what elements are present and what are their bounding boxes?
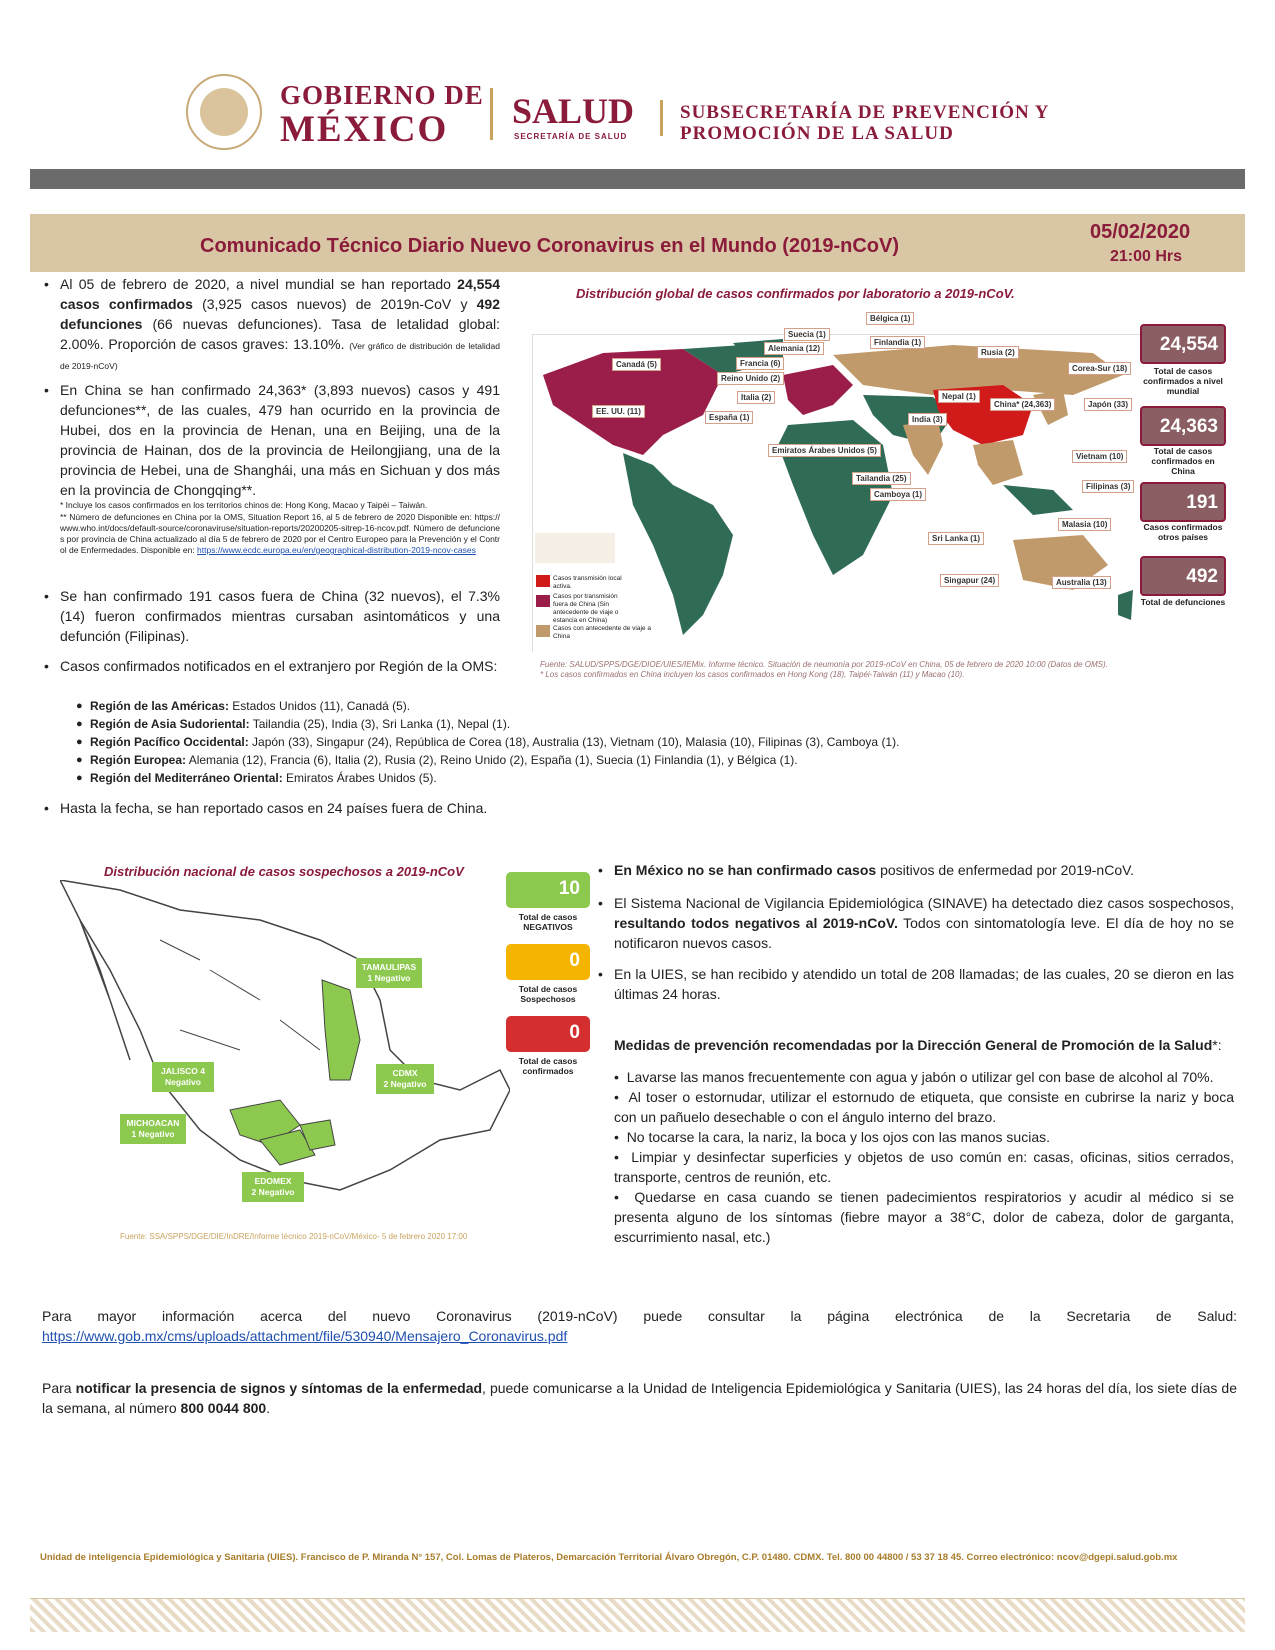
bullet-icon: •: [44, 276, 49, 292]
measures-list: [614, 1067, 1234, 1247]
list-item: • Limpiar y desinfectar superficies y objetos de uso común en: casas, oficinas, sitios cerrados, transporte, centros de reunión, etc.: [614, 1149, 1234, 1185]
label-rusia: Rusia (2): [977, 346, 1019, 359]
bullet-icon: •: [598, 966, 603, 982]
world-map: [532, 334, 1148, 652]
label-corea: Corea-Sur (18): [1068, 362, 1131, 375]
salud-logo: SALUD: [512, 91, 635, 131]
label-suecia: Suecia (1): [784, 328, 830, 341]
world-map-source: Fuente: SALUD/SPPS/DGE/DIOE/UIES/IEMix. Informe técnico. Situación de neumonía por 2019-nCoV en China, 05 de febrero de 2020 10:00 (Datos de OMS). * Los casos confirmados en China incluyen los casos confirmados en Hong Kong (18), Taipéi-Taiwán (11) y Macao (10).: [540, 660, 1108, 679]
state-michoacan: MICHOACAN 1 Negativo: [120, 1114, 186, 1144]
label-nepal: Nepal (1): [938, 390, 980, 403]
paragraph-regions: • Casos confirmados notificados en el extranjero por Región de la OMS:: [44, 658, 498, 674]
salud-subtitle: SECRETARÍA DE SALUD: [514, 132, 628, 141]
legend-item: Casos por transmisión fuera de China (Sin antecedente de viaje o estancia en China): [553, 593, 619, 624]
region-list: [76, 697, 990, 787]
stat-confirmados: 0: [506, 1016, 590, 1052]
mexico-map-source: Fuente: SSA/SPPS/DGE/DIE/InDRE/Informe técnico 2019-nCoV/México- 5 de febrero 2020 17:00: [120, 1232, 468, 1241]
eagle-emblem-icon: [200, 88, 248, 136]
legend-swatch: [536, 595, 550, 607]
list-item: • No tocarse la cara, la nariz, la boca y los ojos con las manos sucias.: [614, 1129, 1050, 1145]
info-paragraph: Para mayor información acerca del nuevo Coronavirus (2019-nCoV) puede consultar la página electrónica de la Secretaria de Salud:: [42, 1308, 1237, 1324]
stat-caption: Total de casos Sospechosos: [518, 984, 578, 1004]
paragraph-outside-china: • Se han confirmado 191 casos fuera de China (32 nuevos), el 7.3% (14) fueron confirmados mientras cursaban asintomáticos y una defunción (Filipinas).: [44, 588, 500, 644]
stat-caption: Total de casos confirmados a nivel mundial: [1143, 366, 1223, 396]
label-belgica: Bélgica (1): [866, 312, 914, 325]
bullet-icon: •: [44, 658, 49, 674]
bullet-icon: ●: [76, 772, 83, 784]
report-time: 21:00 Hrs: [1110, 248, 1183, 265]
label-italia: Italia (2): [737, 391, 775, 404]
list-item: ● Región Pacífico Occidental: Japón (33), Singapur (24), República de Corea (18), Australia (13), Vietnam (10), Malasia (10), Filipinas (3), Camboya (1).: [76, 735, 900, 749]
subsecretaria-line1: SUBSECRETARÍA DE PREVENCIÓN Y: [680, 102, 1050, 123]
list-item: ● Región del Mediterráneo Oriental: Emiratos Árabes Unidos (5).: [76, 771, 437, 785]
subsecretaria-line2: PROMOCIÓN DE LA SALUD: [680, 123, 954, 144]
label-china: China* (24,363): [990, 398, 1055, 411]
legend-item: Casos transmisión local activa.: [553, 575, 622, 590]
header-divider: [660, 100, 663, 136]
state-edomex: EDOMEX 2 Negativo: [242, 1172, 304, 1202]
stat-caption: Total de casos confirmados: [518, 1056, 578, 1076]
label-japon: Japón (33): [1084, 398, 1132, 411]
label-malasia: Malasia (10): [1058, 518, 1111, 531]
legend-swatch: [536, 625, 550, 637]
label-india: India (3): [908, 413, 947, 426]
list-item: ● Región de las Américas: Estados Unidos (11), Canadá (5).: [76, 699, 411, 713]
mexico-map-title: Distribución nacional de casos sospechosos a 2019-nCoV: [104, 864, 464, 879]
gobierno-line2: MÉXICO: [280, 109, 449, 150]
paragraph-uies: • En la UIES, se han recibido y atendido un total de 208 llamadas; de las cuales, 20 se dieron en las últimas 24 horas.: [598, 966, 1234, 1002]
gobierno-line1: GOBIERNO DE: [280, 80, 484, 110]
footer-pattern: [30, 1598, 1245, 1632]
label-espana: España (1): [705, 411, 753, 424]
mensajero-link[interactable]: https://www.gob.mx/cms/uploads/attachment/file/530940/Mensajero_Coronavirus.pdf: [42, 1328, 568, 1344]
bullet-icon: ●: [76, 736, 83, 748]
label-francia: Francia (6): [736, 357, 784, 370]
bullet-icon: •: [598, 862, 603, 878]
paragraph-mexico: • En México no se han confirmado casos positivos de enfermedad por 2019-nCoV.: [598, 862, 1135, 878]
label-camboya: Camboya (1): [870, 488, 926, 501]
footnote-2: ** Número de defunciones en China por la OMS, Situation Report 16, al 5 de febrero de 2020 Disponible en: https://www.who.int/docs/default-source/coronaviruse/situation-reports/20200205-sitrep-16-ncov.pdf. Número de defunciones por provincia de China actualizado al día 5 de febrero de 2020 por el Centro Europeo para la Prevención y el Control de Enfermedades. Disponible en: https://www.ecdc.europa.eu/en/geographical-distribution-2019-ncov-cases: [60, 512, 500, 555]
header-divider: [490, 88, 493, 140]
report-title: Comunicado Técnico Diario Nuevo Coronavirus en el Mundo (2019-nCoV): [200, 235, 899, 257]
label-srilanka: Sri Lanka (1): [928, 532, 984, 545]
paragraph-sinave: • El Sistema Nacional de Vigilancia Epidemiológica (SINAVE) ha detectado diez casos sospechosos, resultando todos negativos al 2019-nCoV. Todos con sintomatología leve. El día de hoy no se notificaron nuevos casos.: [598, 895, 1234, 951]
label-alemania: Alemania (12): [764, 342, 824, 355]
legend-item: Casos con antecedente de viaje a China: [553, 625, 651, 640]
paragraph-china: • En China se han confirmado 24,363* (3,893 nuevos) casos y 491 defunciones**, de las cuales, 479 han ocurrido en la provincia de Hubei, dos en la provincia de Henan, una en Beijing, una de la provincia de Hainan, dos de la provincia de Heilongjiang, una de la provincia de Hebei, una de Shanghái, una más en Sichuan y dos más en la provincia de Chongqing**.: [44, 382, 500, 498]
notify-paragraph: Para notificar la presencia de signos y síntomas de la enfermedad, puede comunicarse a la Unidad de Inteligencia Epidemiológica y Sanitaria (UIES), las 24 horas del día, los siete días de la semana, al número 800 0044 800.: [42, 1380, 1238, 1416]
stat-other-countries: 191: [1140, 482, 1226, 522]
footer-contact: Unidad de inteligencia Epidemiológica y Sanitaria (UIES). Francisco de P. Miranda N° 157, Col. Lomas de Plateros, Demarcación Territorial Álvaro Obregón, C.P. 01480. CDMX. Tel. 800 00 44800 / 53 37 18 45. Correo electrónico: ncov@dgepi.salud.gob.mx: [40, 1552, 1178, 1563]
label-reino-unido: Reino Unido (2): [717, 372, 784, 385]
list-item: • Quedarse en casa cuando se tienen padecimientos respiratorios y acudir al médico si se presenta alguno de los síntomas (fiebre mayor a 38°C, dolor de cabeza, dolor de garganta, escurrimiento nasal, etc.): [614, 1189, 1234, 1245]
header-bar: [30, 169, 1245, 189]
label-australia: Australia (13): [1052, 576, 1111, 589]
measures-title: Medidas de prevención recomendadas por la Dirección General de Promoción de la Salud*:: [614, 1037, 1222, 1053]
state-tamaulipas: TAMAULIPAS 1 Negativo: [356, 958, 422, 988]
stat-caption: Casos confirmados otros países: [1143, 522, 1223, 542]
stat-negativos: 10: [506, 872, 590, 908]
list-item: • Al toser o estornudar, utilizar el estornudo de etiqueta, que consiste en cubrirse la nariz y boca con un pañuelo desechable o con el ángulo interno del brazo.: [614, 1089, 1234, 1125]
stat-caption: Total de casos NEGATIVOS: [518, 912, 578, 932]
stat-deaths: 492: [1140, 556, 1226, 596]
bullet-icon: ●: [76, 700, 83, 712]
label-finlandia: Finlandia (1): [870, 336, 925, 349]
label-canada: Canadá (5): [612, 358, 661, 371]
stat-sospechosos: 0: [506, 944, 590, 980]
bullet-icon: •: [44, 588, 49, 604]
list-item: ● Región de Asia Sudoriental: Tailandia (25), India (3), Sri Lanka (1), Nepal (1).: [76, 717, 511, 731]
bullet-icon: ●: [76, 754, 83, 766]
label-singapur: Singapur (24): [940, 574, 999, 587]
bullet-icon: •: [44, 800, 49, 816]
list-item: • Lavarse las manos frecuentemente con agua y jabón o utilizar gel con base de alcohol al 70%.: [614, 1069, 1214, 1085]
stat-global-cases: 24,554: [1140, 324, 1226, 364]
list-item: ● Región Europea: Alemania (12), Francia (6), Italia (2), Rusia (2), Reino Unido (2), España (1), Suecia (1) Finlandia (1), y Bélgica (1).: [76, 753, 798, 767]
footnote-1: * Incluye los casos confirmados en los territorios chinos de: Hong Kong, Macao y Taipéi – Taiwán.: [60, 500, 428, 510]
bullet-icon: ●: [76, 718, 83, 730]
label-tailandia: Tailandia (25): [852, 472, 911, 485]
stat-china-cases: 24,363: [1140, 406, 1226, 446]
bullet-icon: •: [44, 382, 49, 398]
state-cdmx: CDMX 2 Negativo: [376, 1064, 434, 1094]
label-vietnam: Vietnam (10): [1072, 450, 1127, 463]
legend-swatch: [536, 575, 550, 587]
ecdc-link[interactable]: https://www.ecdc.europa.eu/en/geographical-distribution-2019-ncov-cases: [197, 545, 476, 555]
map-inset-logo: [535, 533, 615, 563]
stat-caption: Total de casos confirmados en China: [1151, 446, 1215, 476]
label-eeuu: EE. UU. (11): [592, 405, 645, 418]
report-date: 05/02/2020: [1090, 221, 1191, 243]
paragraph-countries: • Hasta la fecha, se han reportado casos en 24 países fuera de China.: [44, 800, 488, 816]
stat-caption: Total de defunciones: [1140, 597, 1226, 607]
world-map-title: Distribución global de casos confirmados por laboratorio a 2019-nCoV.: [576, 286, 1015, 301]
coat-of-arms-seal: [186, 74, 262, 150]
label-filipinas: Filipinas (3): [1082, 480, 1134, 493]
state-jalisco: JALISCO 4 Negativo: [152, 1062, 214, 1092]
paragraph-global: • Al 05 de febrero de 2020, a nivel mundial se han reportado 24,554 casos confirmados (3,925 casos nuevos) de 2019n-CoV y 492 defunciones (66 nuevas defunciones). Tasa de letalidad global: 2.00%. Proporción de casos graves: 13.10%. (Ver gráfico de distribución de letalidad de 2019-nCoV): [44, 276, 500, 371]
bullet-icon: •: [598, 895, 603, 911]
label-emiratos: Emiratos Árabes Unidos (5): [768, 444, 881, 457]
